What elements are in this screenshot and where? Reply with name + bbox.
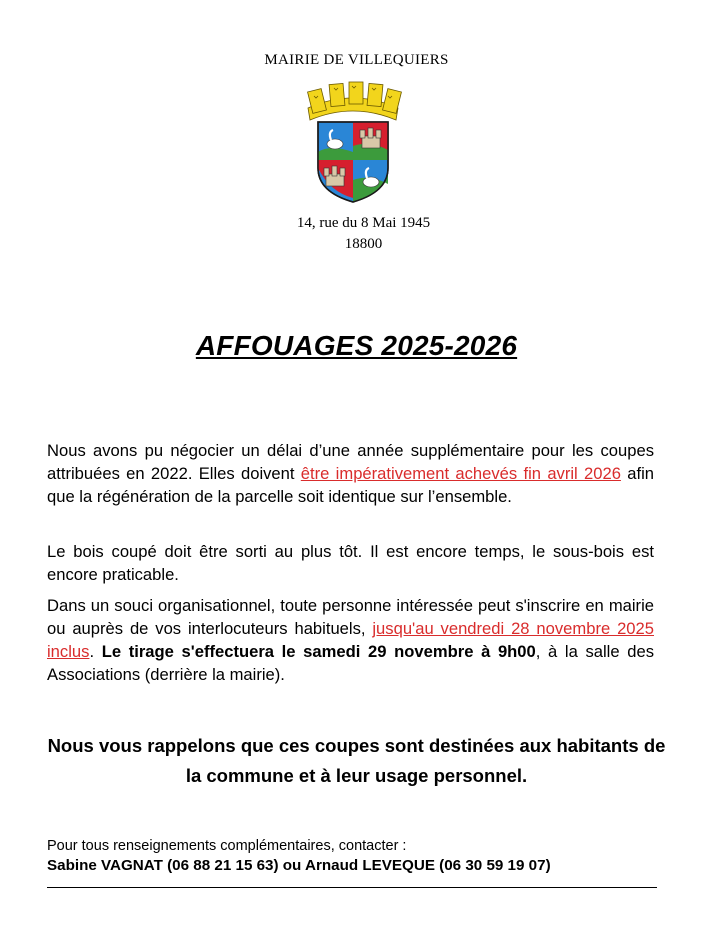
- address-postal-code: 18800: [344, 236, 383, 252]
- address-street: 14, rue du 8 Mai 1945: [296, 215, 431, 231]
- paragraph-1-text-end: afin que la régénération de la parcelle soit identique sur l’ensemble.: [47, 464, 654, 506]
- paragraph-3-separator: .: [89, 642, 102, 661]
- paragraph-deadline: [47, 439, 654, 508]
- page-title: AFFOUAGES 2025-2026: [195, 330, 518, 361]
- contact-intro: Pour tous renseignements complémentaires, contacter :: [47, 838, 407, 854]
- paragraph-registration: [47, 594, 654, 686]
- paragraph-1-text: Nous avons pu négocier un délai d’une année supplémentaire pour les coupes attribuées en 2022. Elles doivent: [47, 441, 654, 483]
- contact-block: [47, 836, 551, 876]
- paragraph-2-text: Le bois coupé doit être sorti au plus tôt. Il est encore temps, le sous-bois est encore praticable.: [47, 542, 654, 584]
- mural-crown: [308, 82, 402, 120]
- coat-of-arms-icon: [300, 80, 406, 204]
- registration-deadline-highlight: jusqu'au vendredi 28 novembre 2025 inclus: [47, 619, 654, 661]
- reminder-notice: Nous vous rappelons que ces coupes sont destinées aux habitants de la commune et à leur usage personnel.: [47, 735, 666, 786]
- organization-name: MAIRIE DE VILLEQUIERS: [264, 52, 449, 68]
- deadline-highlight: être impérativement achevés fin avril 2026: [300, 464, 621, 483]
- paragraph-wood-removal: [47, 540, 654, 586]
- contact-names: Sabine VAGNAT (06 88 21 15 63) ou Arnaud LEVEQUE (06 30 59 19 07): [47, 857, 551, 874]
- draw-date-bold: Le tirage s'effectuera le samedi 29 novembre à 9h00: [101, 642, 536, 661]
- footer-divider: [47, 887, 657, 888]
- shield: [318, 122, 388, 202]
- paragraph-3-text: Dans un souci organisationnel, toute personne intéressée peut s'inscrire en mairie ou auprès de vos interlocuteurs habituels,: [47, 596, 654, 638]
- paragraph-3-text-end: , à la salle des Associations (derrière la mairie).: [47, 642, 654, 684]
